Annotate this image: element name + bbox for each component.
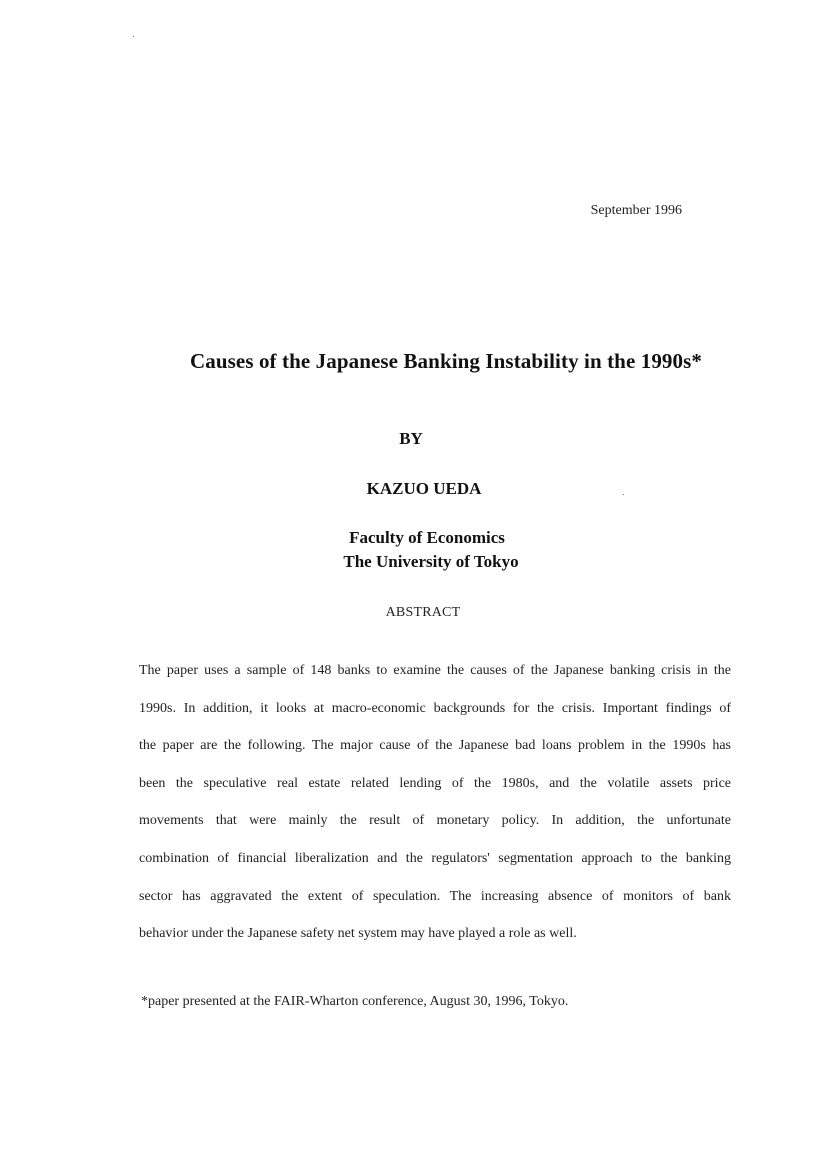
affiliation-faculty: Faculty of Economics <box>349 528 505 547</box>
abstract-line: behavior under the Japanese safety net system may have played a role as well. <box>139 926 577 942</box>
affiliation-university: The University of Tokyo <box>343 552 519 571</box>
paper-date: September 1996 <box>590 203 682 218</box>
abstract-line: the paper are the following. The major cause of the Japanese bad loans problem in the 1990s has <box>139 738 731 754</box>
abstract-heading: ABSTRACT <box>385 605 461 620</box>
abstract-line: sector has aggravated the extent of speculation. The increasing absence of monitors of bank <box>139 888 731 904</box>
footnote: *paper presented at the FAIR-Wharton conference, August 30, 1996, Tokyo. <box>141 994 569 1009</box>
abstract-line: 1990s. In addition, it looks at macro-economic backgrounds for the crisis. Important findings of <box>139 700 731 716</box>
abstract-line: The paper uses a sample of 148 banks to examine the causes of the Japanese banking crisis in the <box>139 663 731 678</box>
abstract-line: been the speculative real estate related lending of the 1980s, and the volatile assets price <box>139 775 731 791</box>
author-name: KAZUO UEDA <box>366 479 482 498</box>
abstract-line: combination of financial liberalization and the regulators' segmentation approach to the banking <box>139 850 731 866</box>
by-line: BY <box>399 429 423 448</box>
scan-speck <box>133 36 134 37</box>
abstract-line: movements that were mainly the result of monetary policy. In addition, the unfortunate <box>139 813 731 829</box>
paper-title: Causes of the Japanese Banking Instability in the 1990s* <box>189 349 703 373</box>
abstract-body <box>139 652 731 953</box>
